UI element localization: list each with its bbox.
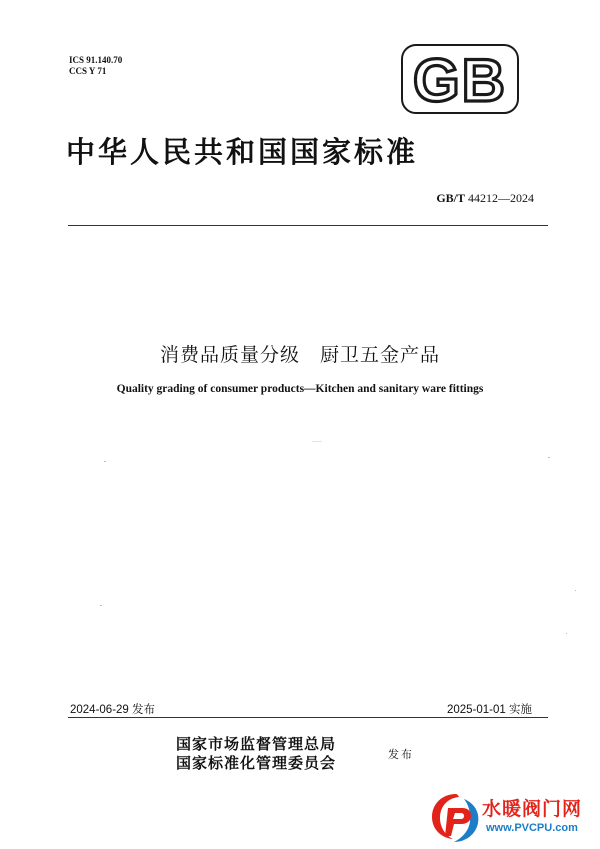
issuing-authorities [176, 735, 336, 773]
watermark-url: www.PVCPU.com [486, 822, 578, 834]
site-watermark [426, 790, 600, 849]
standard-code: 44212—2024 [465, 191, 534, 205]
ccs-code: CCS Y 71 [69, 66, 107, 76]
gb-logo [401, 44, 519, 114]
english-title: Quality grading of consumer products—Kitchen and sanitary ware fittings [116, 383, 484, 395]
issue-date: 2024-06-29 发布 [70, 704, 156, 716]
header-divider [68, 225, 548, 226]
implementation-date: 2025-01-01 实施 [446, 704, 532, 716]
gb-logo-text: GB [413, 47, 507, 114]
scan-speck [104, 461, 106, 462]
scan-speck [100, 605, 102, 606]
chinese-title: 消费品质量分级 厨卫五金产品 [159, 344, 440, 366]
country-standard-title: 中华人民共和国国家标准 [66, 135, 419, 169]
publish-label: 发布 [388, 748, 414, 761]
classification-codes [69, 55, 122, 77]
scan-speck [312, 441, 322, 442]
valve-logo-icon [426, 790, 484, 846]
scan-speck [566, 633, 567, 634]
standard-number [436, 191, 534, 206]
standard-prefix: GB/T [436, 191, 465, 205]
ics-code: ICS 91.140.70 [69, 55, 123, 65]
footer-divider [68, 717, 548, 718]
scan-speck [575, 590, 576, 591]
issuer-sac: 国家标准化管理委员会 [176, 754, 337, 772]
scan-speck [548, 457, 550, 458]
issuer-samr: 国家市场监督管理总局 [176, 735, 337, 753]
watermark-site-name: 水暖阀门网 [482, 798, 583, 820]
